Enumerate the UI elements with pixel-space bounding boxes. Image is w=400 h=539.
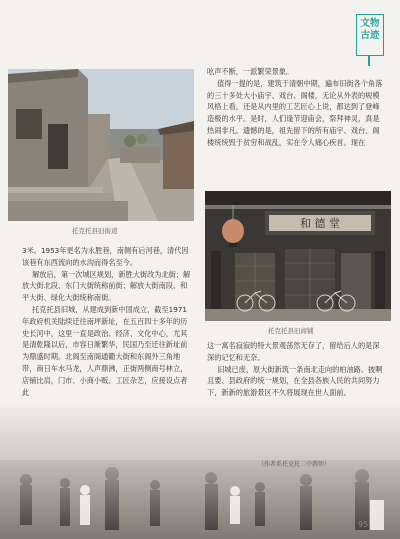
right-paragraph-2: 值得一提的是，建筑于清朝中期，遍布旧街各个角落的三十多处大小庙宇、戏台、阁楼，无论从外表的规模风格上看，还是从内里的工艺匠心上说，都达到了登峰造极的水平。是时，人们逢节迎庙会，祭拜神灵，真是热闹非凡。遗憾的是，祖先留下的所有庙宇、戏台、阁楼统统毁于贫穷和战乱，实在令人痛心疾首。现在	[207, 78, 383, 147]
old-shop-illustration	[205, 191, 391, 321]
street-crowd-illustration	[0, 400, 400, 539]
section-badge	[356, 14, 384, 56]
right-column-top	[207, 66, 383, 149]
left-column	[22, 245, 192, 398]
old-street-illustration	[8, 69, 194, 221]
right-paragraph-3: 这一寓名寂寂的特大景观荡然无存了，留给后人的是深深的记忆和无奈。	[207, 341, 380, 362]
badge-line-2: 古迹	[360, 30, 380, 41]
badge-line-1: 文物	[360, 18, 380, 29]
page-number: 95	[358, 520, 369, 529]
right-column-bottom	[207, 340, 383, 399]
right-paragraph-1: 吆声不断，一派繁荣景象。	[207, 67, 294, 76]
author-footnote: （作者系托克托二中教师）	[258, 461, 331, 468]
old-street-photo	[8, 69, 194, 221]
left-paragraph-2: 解放后，第一次城区规划，新胜大街改为北街；解放大街北段、东门大街统称前街；解放大街南段、和平大街、绿化大街统称南街。	[22, 269, 191, 303]
left-paragraph-3: 托克托县旧城，从建成到新中国成立，截至1971年政府机关陆续迁往南坪新址，在五百四十多年的历史长河中，这里一直是政治、经济、文化中心，尤其是清乾隆以后，市容日渐繁华，民国乃至迁往新址前为鼎盛时期。北阁至南阁通衢大街和东阁外三角地带，商日车水马龙，人声鼎沸，正街两侧商号林立，店铺比肩，门市、小商小贩、工匠杂艺，应接设点者此	[22, 304, 188, 397]
photo1-caption: 托克托县旧街道	[72, 227, 118, 235]
street-crowd-photo	[0, 400, 400, 539]
old-shop-photo	[205, 191, 391, 321]
right-paragraph-4: 旧城已废，原大街新筑一条南北走向的柏油路。披啊且要、县政府的统一规划，在全县各族人民的共同努力下，新新的旅游景区不久将展现在世人面前。	[207, 364, 383, 398]
left-paragraph-1: 3米。1953年更名为永胜巷，南侧有后河巷，清代因该巷有东西流向的水沟而得名至今。	[22, 246, 189, 267]
badge-tail	[368, 56, 370, 66]
photo2-caption: 托克托县旧商铺	[268, 327, 314, 335]
shop-sign-text: 和 德 堂	[300, 217, 340, 230]
